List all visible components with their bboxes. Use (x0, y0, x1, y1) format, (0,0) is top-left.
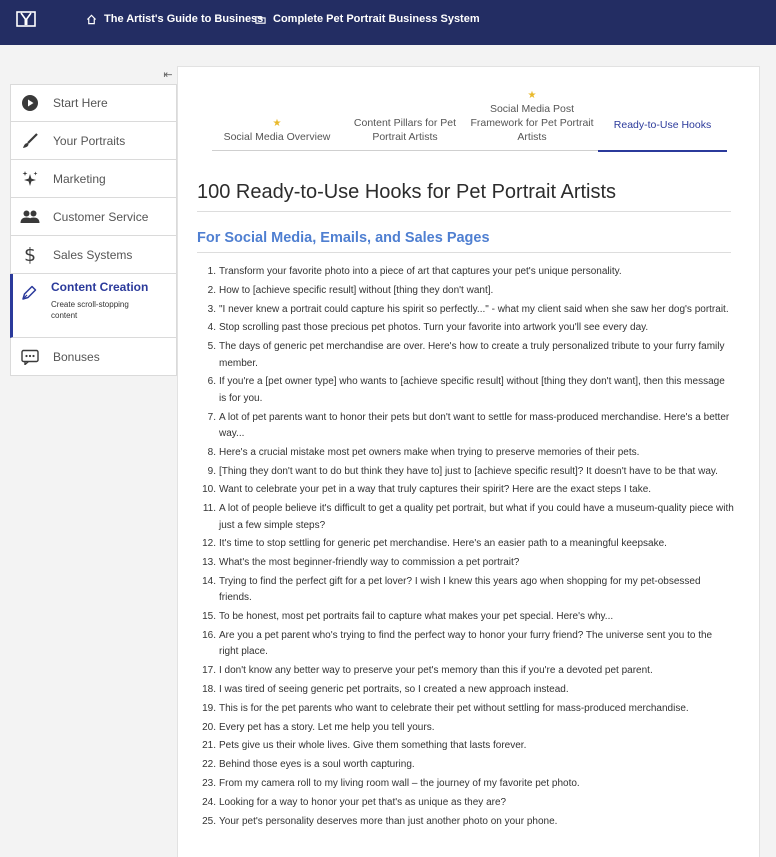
list-item-number: 5. (207, 341, 216, 353)
list-item-text: I don't know any better way to preserve your pet's memory than this if you're a devoted pet parent. (219, 665, 653, 677)
list-item-text: Looking for a way to honor your pet that's as unique as they are? (219, 796, 507, 808)
list-item-number: 19. (202, 702, 216, 714)
list-item-text: "I never knew a portrait could capture his spirit so perfectly..." - what my client said when she saw her dog's portrait. (219, 303, 729, 315)
section-heading: For Social Media, Emails, and Sales Pages (197, 230, 490, 246)
top-navigation-bar (0, 0, 776, 45)
sidebar-item-marketing[interactable] (10, 160, 177, 198)
brush-icon (20, 131, 40, 151)
breadcrumb-course[interactable] (86, 13, 263, 25)
list-item-text: What's the most beginner-friendly way to commission a pet portrait? (219, 557, 520, 569)
home-icon (86, 14, 97, 25)
list-item-text: [Thing they don't want to do but think they have to] just to [achieve specific result]? It doesn't have to be that way. (219, 465, 718, 477)
list-item (201, 795, 734, 811)
list-item-text: From my camera roll to my living room wall – the journey of my favorite pet photo. (219, 777, 580, 789)
list-item-number: 14. (202, 575, 216, 587)
list-item-text: Your pet's personality deserves more than just another photo on your phone. (219, 815, 558, 827)
list-item-number: 9. (207, 465, 216, 477)
list-item (201, 410, 734, 443)
tab-social-media-overview[interactable] (212, 97, 342, 150)
sidebar-item-description: Create scroll-stopping content (51, 300, 129, 320)
pen-icon (19, 283, 39, 303)
list-item (201, 738, 734, 754)
list-item-text: How to [achieve specific result] without [thing they don't want]. (219, 284, 494, 296)
list-item-text: Trying to find the perfect gift for a pet lover? I wish I knew this years ago when shopping for my pet-obsessed friends. (219, 575, 701, 604)
list-item-text: The days of generic pet merchandise are over. Here's how to create a truly personalized tribute to your furry family member. (219, 341, 725, 369)
list-item-text: Stop scrolling past those precious pet photos. Turn your favorite into artwork you'll see every day. (219, 322, 649, 334)
list-item-number: 15. (202, 611, 216, 623)
sidebar-item-label: Start Here (53, 96, 108, 110)
list-item-text: A lot of pet parents want to honor their pets but don't want to settle for mass-produced merchandise. Here's a better way... (219, 411, 730, 439)
list-item (201, 536, 734, 552)
list-item-number: 16. (202, 629, 216, 641)
logo-icon[interactable] (16, 11, 36, 27)
hooks-list (201, 264, 734, 832)
chat-dots-icon (20, 347, 40, 367)
page-title: 100 Ready-to-Use Hooks for Pet Portrait Artists (197, 181, 617, 203)
list-item (201, 374, 734, 407)
list-item (201, 501, 734, 534)
list-item-text: To be honest, most pet portraits fail to capture what makes your pet special. Here's why... (219, 611, 614, 623)
list-item (201, 482, 734, 498)
sidebar-item-label: Marketing (53, 171, 106, 186)
tab-label: Content Pillars for Pet Portrait Artists (353, 117, 457, 143)
list-item-number: 17. (202, 665, 216, 677)
sidebar-item-your-portraits[interactable] (10, 122, 177, 160)
sidebar-item-label: Sales Systems (53, 247, 133, 262)
list-item-number: 3. (207, 303, 216, 315)
sidebar-item-label: Customer Service (53, 209, 149, 224)
sidebar-item-sales-systems[interactable] (10, 236, 177, 274)
list-item-text: Transform your favorite photo into a piece of art that captures your pet's unique personality. (219, 266, 622, 277)
list-item (201, 320, 734, 336)
list-item (201, 609, 734, 625)
list-item-number: 25. (202, 815, 216, 827)
collapse-sidebar-icon[interactable]: ⇤ (163, 69, 173, 81)
list-item (201, 776, 734, 792)
content-panel (177, 66, 760, 857)
list-item (201, 720, 734, 736)
sidebar-item-bonuses[interactable] (10, 338, 177, 376)
tab-content-pillars[interactable] (346, 97, 464, 150)
list-item-text: I was tired of seeing generic pet portraits, so I created a new approach instead. (219, 683, 569, 695)
sidebar-item-label: Content Creation (51, 280, 149, 294)
list-item (201, 574, 734, 607)
sparkle-icon (20, 169, 40, 189)
list-item-text: Want to celebrate your pet in a way that truly captures their spirit? Here are the exact steps I take. (219, 484, 652, 496)
folder-icon (255, 14, 266, 25)
list-item-text: Every pet has a story. Let me help you tell yours. (219, 721, 435, 733)
list-item-number: 18. (202, 683, 216, 695)
sidebar-item-label: Bonuses (53, 349, 100, 364)
list-item-number: 8. (207, 446, 216, 458)
list-item-number: 23. (202, 777, 216, 789)
star-icon: ★ (527, 90, 537, 101)
list-item (201, 682, 734, 698)
star-icon: ★ (272, 118, 282, 129)
list-item (201, 628, 734, 661)
divider (197, 211, 731, 212)
list-item (201, 283, 734, 299)
list-item-number: 24. (202, 796, 216, 808)
list-item (201, 663, 734, 679)
list-item-number: 11. (202, 503, 216, 515)
list-item-number: 21. (202, 740, 216, 752)
list-item-number: 10. (202, 484, 216, 496)
lesson-tabs (212, 90, 727, 151)
breadcrumb-course-label: The Artist's Guide to Business (104, 13, 264, 25)
dollar-icon: $ (23, 243, 37, 266)
list-item-number: 1. (207, 266, 216, 277)
tab-label: Social Media Post Framework for Pet Portrait Artists (470, 103, 594, 143)
list-item-number: 12. (202, 538, 216, 550)
tab-post-framework[interactable] (466, 90, 598, 150)
sidebar-item-label: Your Portraits (53, 133, 126, 148)
list-item-number: 20. (202, 721, 216, 733)
divider (197, 252, 731, 253)
list-item (201, 701, 734, 717)
list-item (201, 814, 734, 830)
list-item-text: Are you a pet parent who's trying to find the perfect way to honor your furry friend? The universe sent you to the right place. (219, 629, 713, 658)
list-item-number: 6. (207, 376, 216, 388)
list-item-text: If you're a [pet owner type] who wants to [achieve specific result] without [thing they don't want], then this message is for you. (219, 376, 725, 404)
sidebar (10, 84, 177, 376)
list-item-number: 4. (207, 322, 216, 334)
list-item-text: A lot of people believe it's difficult to get a quality pet portrait, but what if you could have a museum-quality piece with just a few simple steps? (219, 503, 734, 531)
list-item (201, 555, 734, 571)
list-item (201, 339, 734, 372)
breadcrumb-system[interactable] (255, 13, 480, 25)
list-item-number: 7. (207, 411, 216, 423)
breadcrumb-system-label: Complete Pet Portrait Business System (273, 13, 480, 25)
list-item (201, 264, 734, 280)
list-item (201, 757, 734, 773)
play-circle-icon (20, 93, 40, 113)
list-item-text: It's time to stop settling for generic pet merchandise. Here's an easier path to a meaningful keepsake. (219, 538, 667, 550)
list-item-text: Here's a crucial mistake most pet owners make when trying to preserve memories of their pets. (219, 446, 640, 458)
tab-ready-to-use-hooks[interactable] (598, 97, 727, 152)
list-item-text: Pets give us their whole lives. Give them something that lasts forever. (219, 740, 527, 752)
tab-label: Ready-to-Use Hooks (613, 119, 712, 131)
list-item-number: 13. (202, 557, 216, 569)
list-item (201, 445, 734, 461)
list-item (201, 464, 734, 480)
list-item-number: 2. (207, 284, 216, 296)
sidebar-item-customer-service[interactable] (10, 198, 177, 236)
list-item-text: Behind those eyes is a soul worth capturing. (219, 759, 415, 771)
users-icon (20, 207, 40, 227)
list-item-number: 22. (202, 759, 216, 771)
sidebar-item-start-here[interactable] (10, 84, 177, 122)
list-item-text: This is for the pet parents who want to celebrate their pet without settling for mass-produced merchandise. (219, 702, 689, 714)
list-item (201, 302, 734, 318)
sidebar-item-content-creation[interactable] (10, 274, 177, 338)
tab-label: Social Media Overview (223, 131, 331, 143)
